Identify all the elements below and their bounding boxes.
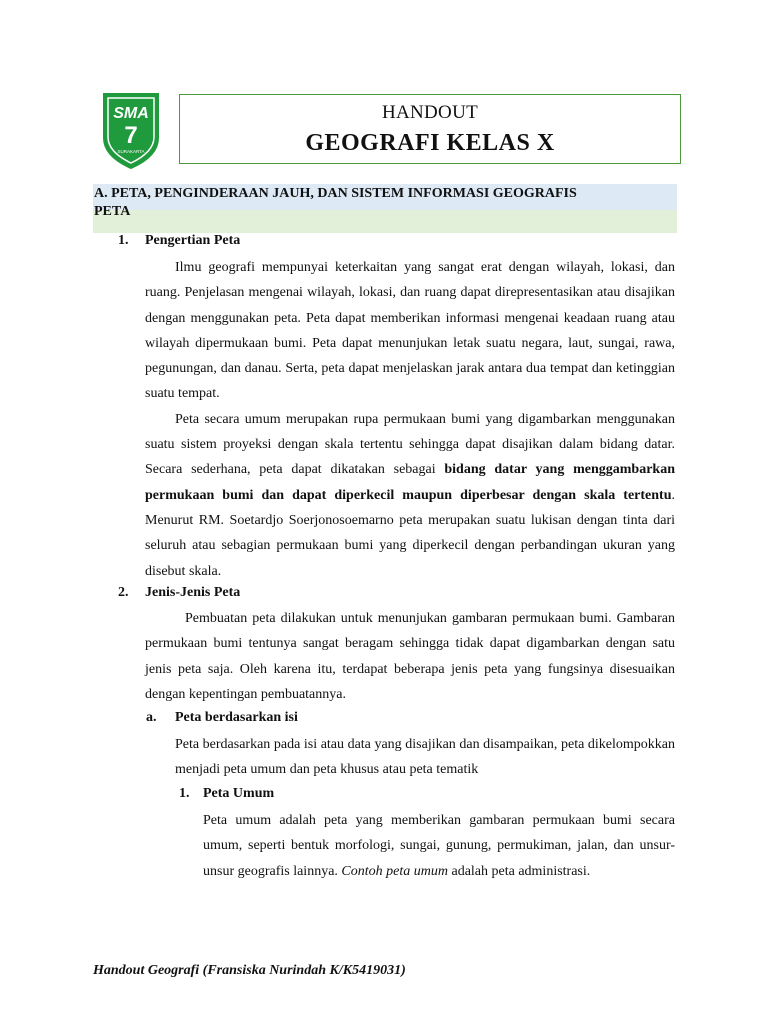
paragraph-5 (203, 808, 675, 884)
paragraph-2-text-b: . Menurut RM. Soetardjo Soerjonosoemarno peta merupakan suatu lukisan dengan tinta dari seluruh atau sebagian permukaan bumi yang diperkecil dengan perbandingan ukuran yang disebut skala. (145, 487, 675, 579)
point-a-body (175, 732, 675, 783)
peta-umum-title: Peta Umum (203, 786, 275, 801)
subsection-1-body (145, 255, 675, 584)
logo-text-number: 7 (124, 122, 138, 149)
paragraph-5-text-b: adalah peta administrasi. (447, 863, 591, 879)
subsection-2-heading (118, 585, 241, 601)
peta-umum-body (203, 808, 675, 884)
peta-umum-number: 1. (179, 786, 190, 801)
section-heading (94, 185, 664, 221)
paragraph-2-text-a: Peta secara umum merupakan rupa permukaan bumi yang digambarkan menggunakan suatu sistem proyeksi dengan skala tertentu sehingga dapat disajikan dalam bidang datar. Secara sederhana, peta dapat dikatakan sebagai (145, 411, 675, 478)
subsection-2-body (145, 606, 675, 707)
subsection-1-heading (118, 233, 241, 249)
paragraph-5-text-a: Peta umum adalah peta yang memberikan gambaran permukaan bumi secara umum, seperti bentuk morfologi, sungai, gunung, permukiman, jalan, dan unsur-unsur geografis lainnya. (203, 813, 675, 879)
point-a-title: Peta berdasarkan isi (175, 710, 298, 725)
subsection-2-number: 2. (118, 585, 129, 600)
school-logo (100, 90, 162, 170)
page-title: GEOGRAFI KELAS X (305, 130, 555, 156)
paragraph-4: Peta berdasarkan pada isi atau data yang disajikan dan disampaikan, peta dikelompokkan menjadi peta umum dan peta khusus atau peta tematik (175, 737, 675, 778)
paragraph-3: Pembuatan peta dilakukan untuk menunjukan gambaran permukaan bumi. Gambaran permukaan bumi tentunya sangat beragam sehingga tidak dapat digambarkan dengan satu jenis peta saja. Oleh karena itu, terdapat beberapa jenis peta yang fungsinya disesuaikan dengan kepentingan pembuatannya. (145, 611, 675, 702)
paragraph-5-italic: Contoh peta umum (341, 863, 448, 879)
subsection-2-title: Jenis-Jenis Peta (145, 585, 241, 600)
paragraph-2 (145, 407, 675, 584)
paragraph-2-bold: bidang datar yang menggambarkan permukaan bumi dan dapat diperkecil maupun diperbesar dengan skala tertentu (145, 462, 675, 503)
title-box (179, 94, 681, 164)
section-heading-line1: A. PETA, PENGINDERAAN JAUH, DAN SISTEM INFORMASI GEOGRAFIS (94, 186, 577, 201)
handout-label: HANDOUT (381, 102, 479, 123)
page-footer: Handout Geografi (Fransiska Nurindah K/K5419031) (93, 963, 406, 978)
subsection-1-number: 1. (118, 233, 129, 248)
section-heading-line2: PETA (94, 204, 131, 219)
subsection-1-title: Pengertian Peta (145, 233, 241, 248)
logo-text-city: SURAKARTA (117, 149, 145, 154)
logo-text-sma: SMA (113, 105, 149, 122)
paragraph-1: Ilmu geografi mempunyai keterkaitan yang sangat erat dengan wilayah, lokasi, dan ruang. Penjelasan mengenai wilayah, lokasi, dan ruang dapat direpresentasikan atau disajikan dengan menggunakan peta. Peta dapat memberikan informasi mengenai keadaan ruang atau wilayah dipermukaan bumi. Peta dapat menunjukan letak suatu negara, laut, sungai, rawa, pegunungan, dan danau. Serta, peta dapat menjelaskan jarak antara dua tempat dan ketinggian suatu tempat. (145, 260, 675, 402)
point-a-heading (146, 710, 298, 726)
peta-umum-heading (179, 786, 275, 802)
point-a-letter: a. (146, 710, 157, 725)
